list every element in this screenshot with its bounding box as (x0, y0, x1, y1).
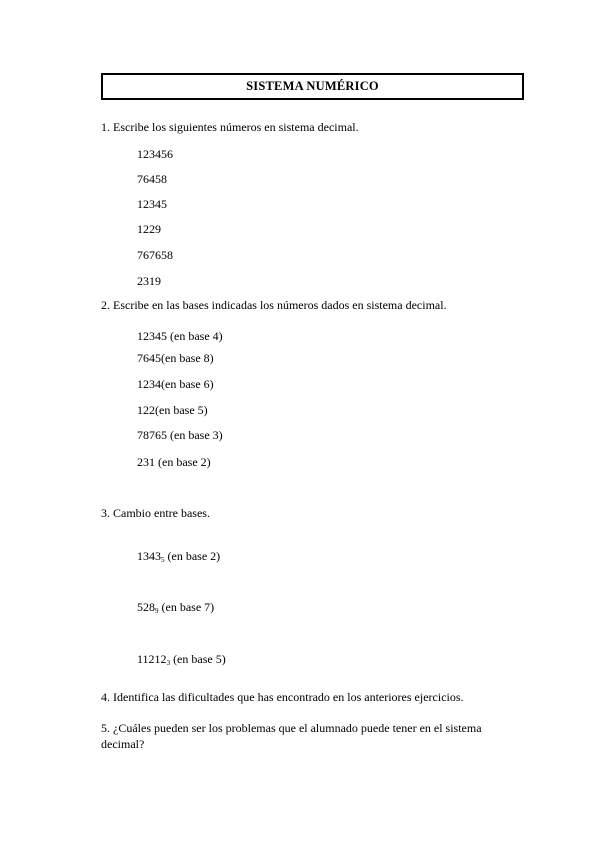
q1-item: 123456 (137, 147, 173, 161)
q2-item: 7645(en base 8) (137, 351, 214, 365)
question-4-prompt: 4. Identifica las dificultades que has encontrado en los anteriores ejercicios. (101, 690, 464, 704)
title-box (101, 73, 524, 100)
q2-item: 1234(en base 6) (137, 377, 214, 391)
q3-item (137, 652, 226, 670)
question-5-prompt: 5. ¿Cuáles pueden ser los problemas que el alumnado puede tener en el sistema decimal? (101, 721, 482, 751)
q3-target-base: (en base 7) (161, 600, 215, 614)
q3-target-base: (en base 2) (167, 549, 221, 563)
q1-item: 2319 (137, 274, 161, 288)
q3-number: 528 (137, 600, 155, 614)
question-2-prompt: 2. Escribe en las bases indicadas los números dados en sistema decimal. (101, 298, 447, 312)
q1-item: 12345 (137, 197, 167, 211)
q3-item (137, 600, 214, 618)
q3-number: 11212 (137, 652, 167, 666)
q2-item: 231 (en base 2) (137, 455, 211, 469)
q3-target-base: (en base 5) (173, 652, 226, 666)
q3-item (137, 549, 220, 567)
q1-item: 767658 (137, 248, 173, 262)
question-1-prompt: 1. Escribe los siguientes números en sistema decimal. (101, 120, 359, 134)
q1-item: 1229 (137, 222, 161, 236)
question-3-prompt: 3. Cambio entre bases. (101, 506, 210, 520)
q3-base-subscript: 3 (166, 659, 171, 667)
q2-item: 78765 (en base 3) (137, 428, 223, 442)
q2-item: 122(en base 5) (137, 403, 208, 417)
q3-base-subscript: 5 (161, 556, 165, 564)
q2-item: 12345 (en base 4) (137, 329, 223, 343)
q3-base-subscript: 9 (155, 607, 159, 615)
q3-number: 1343 (137, 549, 161, 563)
page-title: SISTEMA NUMÉRICO (246, 79, 379, 93)
q1-item: 76458 (137, 172, 167, 186)
